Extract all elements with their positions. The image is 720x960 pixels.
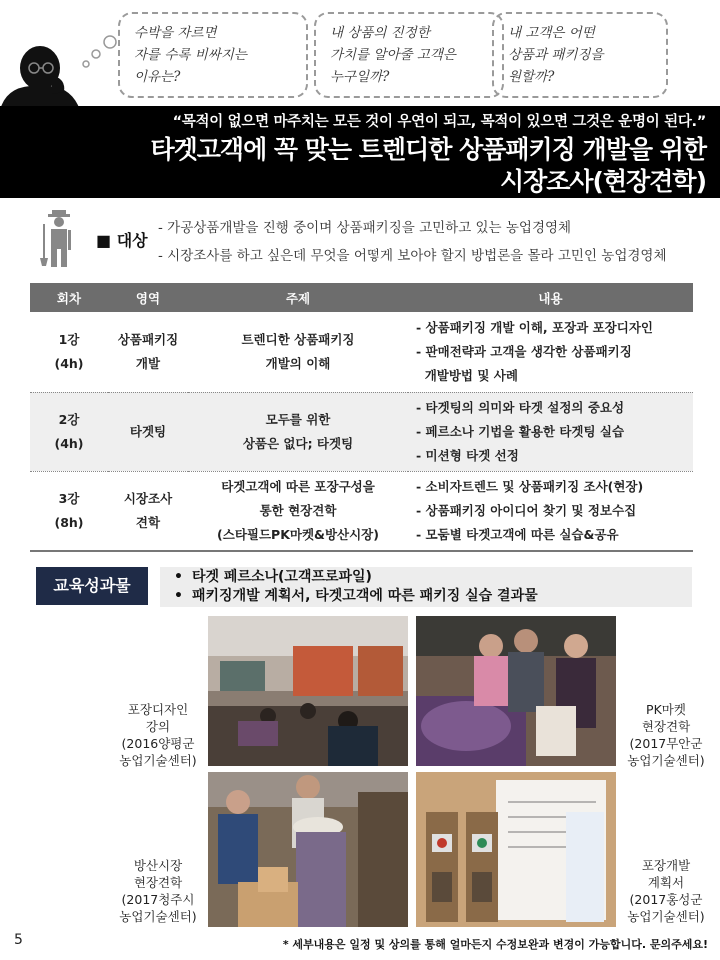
content-cell: [408, 312, 693, 392]
bubble-line: 원할까?: [508, 69, 555, 85]
content-text: - 상품패키징 아이디어 찾기 및 정보수집: [416, 502, 637, 518]
outcome-text: 패키징개발 계획서, 타겟고객에 따른 패키징 실습 결과물: [192, 588, 538, 604]
topic-text: 트렌디한 상품패키징: [241, 331, 355, 347]
session-cell: [30, 471, 108, 551]
bubble-line: 수박을 자르면: [134, 25, 217, 41]
thought-bubble-1: [118, 12, 308, 98]
content-cell: [408, 471, 693, 551]
content-text: - 페르소나 기법을 활용한 타겟팅 실습: [416, 423, 625, 439]
caption-line: 강의: [145, 719, 171, 734]
page-number: 5: [14, 932, 23, 948]
area-text: 개발: [135, 355, 161, 371]
bubble-line: 내 고객은 어떤: [508, 25, 595, 41]
area-cell: [108, 392, 188, 471]
target-list: [158, 214, 667, 270]
content-cell: [408, 392, 693, 471]
content-text: - 소비자트렌드 및 상품패키징 조사(현장): [416, 478, 644, 494]
bubble-line: 가치를 알아줄 고객은: [330, 47, 456, 63]
session-cell: [30, 392, 108, 471]
bubble-line: 자를 수록 비싸지는: [134, 47, 247, 63]
caption-line: (2017무안군: [629, 736, 703, 751]
topic-cell: [188, 471, 408, 551]
bubble-line: 상품과 패키징을: [508, 47, 604, 63]
thought-dots-icon: [80, 32, 120, 72]
table-row: [30, 392, 693, 471]
photo-caption-lecture: [112, 701, 204, 769]
table-row: [30, 312, 693, 392]
photo-bangsan-market: [208, 772, 408, 927]
content-text: - 미션형 타겟 선정: [416, 447, 519, 463]
topic-cell: [188, 312, 408, 392]
outcome-item: [174, 568, 678, 587]
session-number: 1강: [58, 331, 80, 347]
education-label: 교육성과물: [36, 567, 148, 605]
page-title-line-1: 타겟고객에 꼭 맞는 트렌디한 상품패키징 개발을 위한: [150, 135, 706, 164]
caption-line: (2016양평군: [121, 736, 195, 751]
header-session: 회차: [30, 283, 108, 312]
photo-caption-pk-market: [618, 701, 714, 769]
area-text: 견학: [135, 514, 161, 530]
target-label: ■ 대상: [96, 231, 148, 250]
area-text: 상품패키징: [117, 331, 179, 347]
caption-line: 현장견학: [641, 719, 691, 734]
caption-line: 포장개발: [641, 858, 691, 873]
photo-packaging-plan: [416, 772, 616, 927]
education-outcomes: [160, 567, 692, 607]
caption-line: 계획서: [647, 875, 685, 890]
header-area: 영역: [108, 283, 188, 312]
area-cell: [108, 312, 188, 392]
table-row: [30, 471, 693, 551]
caption-line: PK마켓: [646, 702, 686, 717]
caption-line: 방산시장: [133, 858, 183, 873]
session-number: 2강: [58, 411, 80, 427]
session-hours: (8h): [54, 514, 84, 530]
bubble-line: 이유는?: [134, 69, 181, 85]
outcome-text: 타겟 페르소나(고객프로파일): [192, 569, 372, 585]
caption-line: (2017청주시: [121, 892, 195, 907]
caption-line: 농업기술센터): [627, 753, 705, 768]
thinking-person-icon: [0, 38, 80, 110]
curriculum-table: [30, 283, 693, 552]
bullet: •: [174, 569, 183, 585]
table-header-row: [30, 283, 693, 312]
topic-text: 타겟고객에 따른 포장구성을: [221, 478, 375, 494]
farmer-icon: [38, 208, 76, 270]
content-text: - 타겟팅의 의미와 타겟 설정의 중요성: [416, 399, 625, 415]
thought-bubble-3: [492, 12, 668, 98]
header-content: 내용: [408, 283, 693, 312]
topic-text: 상품은 없다; 타겟팅: [242, 435, 354, 451]
area-text: 시장조사: [123, 490, 173, 506]
topic-text: 통한 현장견학: [259, 502, 337, 518]
caption-line: 농업기술센터): [119, 753, 197, 768]
content-text: - 모둠별 타겟고객에 따른 실습&공유: [416, 526, 619, 542]
banner-quote: “목적이 없으면 마주치는 모든 것이 우연이 되고, 목적이 있으면 그것은 운명이 된다.”: [172, 114, 706, 130]
bubble-line: 누구일까?: [330, 69, 390, 85]
caption-line: 현장견학: [133, 875, 183, 890]
area-text: 타겟팅: [129, 423, 167, 439]
session-cell: [30, 312, 108, 392]
area-cell: [108, 471, 188, 551]
title-banner: [0, 106, 720, 198]
topic-text: (스타필드PK마켓&방산시장): [217, 526, 379, 542]
caption-line: 포장디자인: [127, 702, 189, 717]
header-topic: 주제: [188, 283, 408, 312]
bullet: •: [174, 588, 183, 604]
content-text: - 상품패키징 개발 이해, 포장과 포장디자인: [416, 319, 653, 335]
bubble-line: 내 상품의 진정한: [330, 25, 430, 41]
content-text: - 판매전략과 고객을 생각한 상품패키징: [416, 343, 632, 359]
footnote: * 세부내용은 일정 및 상의를 통해 얼마든지 수정보완과 변경이 가능합니다. 문의주세요!: [282, 938, 708, 951]
photo-caption-plan: [618, 857, 714, 925]
caption-line: 농업기술센터): [627, 909, 705, 924]
topic-cell: [188, 392, 408, 471]
content-text: 개발방법 및 사례: [416, 367, 518, 383]
target-item: - 시장조사를 하고 싶은데 무엇을 어떻게 보아야 할지 방법론을 몰라 고민인 농업경영체: [158, 248, 667, 264]
caption-line: 농업기술센터): [119, 909, 197, 924]
session-hours: (4h): [54, 355, 84, 371]
outcome-item: [174, 587, 678, 606]
topic-text: 모두를 위한: [265, 411, 331, 427]
session-hours: (4h): [54, 435, 84, 451]
caption-line: (2017홍성군: [629, 892, 703, 907]
topic-text: 개발의 이해: [265, 355, 331, 371]
photo-pk-market: [416, 616, 616, 766]
photo-lecture: [208, 616, 408, 766]
target-item: - 가공상품개발을 진행 중이며 상품패키징을 고민하고 있는 농업경영체: [158, 220, 572, 236]
page-title-line-2: 시장조사(현장견학): [499, 167, 706, 196]
photo-caption-bangsan: [112, 857, 204, 925]
thought-bubble-2: [314, 12, 504, 98]
session-number: 3강: [58, 490, 80, 506]
